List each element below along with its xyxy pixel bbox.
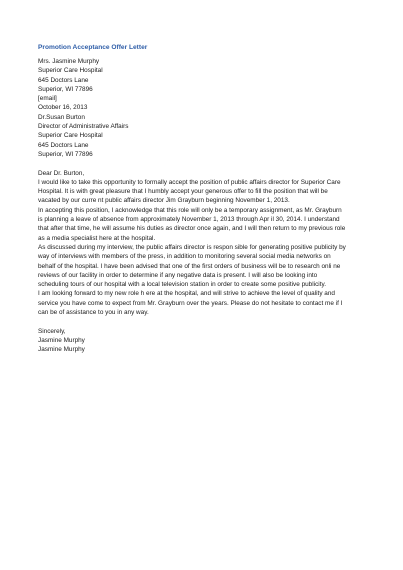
signature-name: Jasmine Murphy	[38, 336, 85, 344]
body-line: way of interviews with members of the press, in addition to monitoring several social media networks on	[38, 253, 331, 261]
header-line: Superior, WI 77896	[38, 150, 93, 158]
header-line: Dr.Susan Burton	[38, 113, 85, 121]
body-line: that after that time, he will assume his duties as director once again, and I will then return to my previous role	[38, 225, 346, 233]
sender-recipient-block	[38, 57, 368, 159]
body-line: is planning a leave of absence from approximately November 1, 2013 through Apr il 30, 2014. I understand	[38, 216, 340, 224]
header-line: 645 Doctors Lane	[38, 141, 89, 149]
header-line: [email]	[38, 95, 57, 103]
body-line: As discussed during my interview, the public affairs director is respon sible for generating positive publicity by	[38, 243, 346, 251]
body-line: reviews of our facility in order to determine if any negative data is present. I will also be looking into	[38, 271, 318, 279]
header-line: 645 Doctors Lane	[38, 76, 89, 84]
body-line: scheduling tours of our hospital with a local television station in order to create some positive publicity.	[38, 281, 326, 289]
body-line: can be of assistance to you in any way.	[38, 309, 149, 317]
header-line: Director of Administrative Affairs	[38, 123, 129, 131]
header-line: Mrs. Jasmine Murphy	[38, 58, 100, 65]
closing-line: Sincerely,	[38, 327, 66, 335]
letter-body	[38, 169, 368, 318]
body-line: vacated by our curre nt public affairs director Jim Grayburn beginning November 1, 2013.	[38, 197, 290, 205]
body-line: I am looking forward to my new role h ere at the hospital, and will strive to achieve the level of quality and	[38, 290, 335, 298]
body-line: Hospital. It is with great pleasure that I humbly accept your generous offer to fill the position that will be	[38, 188, 328, 196]
body-line: as a media specialist here at the hospital.	[38, 234, 156, 242]
header-line: Superior, WI 77896	[38, 85, 93, 93]
spacer	[38, 159, 368, 168]
spacer	[38, 317, 368, 326]
document-title: Promotion Acceptance Offer Letter	[38, 44, 148, 51]
printed-name: Jasmine Murphy	[38, 346, 85, 354]
header-line: October 16, 2013	[38, 104, 88, 112]
letter-content	[38, 57, 368, 355]
body-line: behalf of the hospital. I have been advised that one of the first orders of business will be to research onli ne	[38, 262, 341, 270]
body-line: I would like to take this opportunity to formally accept the position of public affairs director for Superior Care	[38, 178, 341, 186]
body-line: service you have come to expect from Mr. Grayburn over the years. Please do not hesitate to contact me if I	[38, 299, 343, 307]
body-line: Dear Dr. Burton,	[38, 169, 85, 177]
header-line: Superior Care Hospital	[38, 67, 103, 75]
header-line: Superior Care Hospital	[38, 132, 103, 140]
body-line: In accepting this position, I acknowledge that this role will only be a temporary assignment, as Mr. Grayburn	[38, 206, 342, 214]
closing-block	[38, 327, 368, 355]
